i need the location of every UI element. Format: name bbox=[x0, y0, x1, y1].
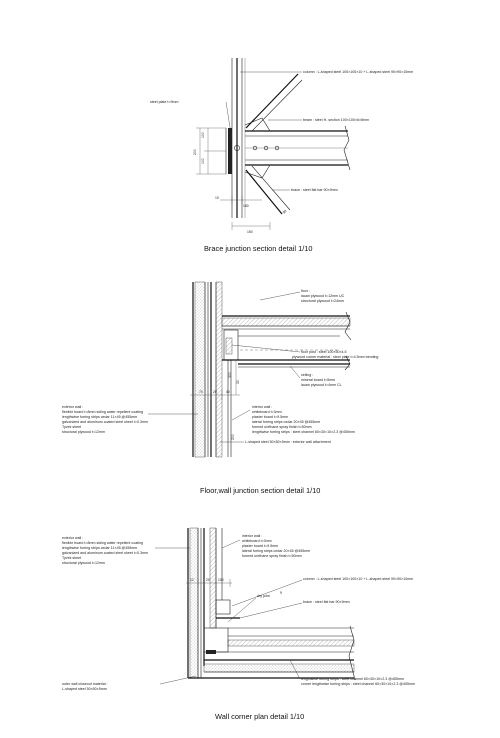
dim-100-b: 100 bbox=[201, 158, 205, 164]
floor-wall-junction-detail bbox=[62, 282, 378, 495]
brace-junction-detail bbox=[150, 58, 413, 253]
label-ext-flexible: flexible board t=8mm siding water repellent coating bbox=[62, 410, 144, 414]
label-ceiling: ceiling : bbox=[301, 373, 314, 377]
label-outer-l-steel: L-shaped steel 50×50×5mm bbox=[62, 687, 107, 691]
caption-floor-wall-junction: Floor,wall junction section detail 1/10 bbox=[200, 486, 321, 495]
label-c-int-urethane: formed urethane spray finish t=50mm bbox=[242, 554, 302, 558]
label-plywood-corner: plywood corner material : steel plate t=4.5mm bending bbox=[292, 355, 379, 359]
label-ext-plywood: structural plywood t=12mm bbox=[62, 430, 106, 434]
label-c-interior-wall: interior wall : bbox=[242, 534, 263, 538]
dim-12: 12 bbox=[190, 578, 194, 582]
label-c-ext-furring: lengthwise furring strips cedar 11×45 @455mm bbox=[62, 546, 138, 550]
label-c-exterior-wall: exterior wall : bbox=[62, 536, 84, 540]
dim-100-a: 100 bbox=[201, 132, 205, 138]
label-int-lateral: lateral furring strips cedar 20×45 @455mm bbox=[252, 420, 321, 424]
label-interior-wall: interior wall : bbox=[252, 405, 273, 409]
label-l-steel-attachment: L-shaped steel 50×50×5mm : exterior wall attachment bbox=[245, 440, 331, 444]
label-ceiling-lauan: lauan plywood t=4mm CL bbox=[301, 383, 342, 387]
label-exterior-wall: exterior wall : bbox=[62, 405, 84, 409]
caption-brace-junction: Brace junction section detail 1/10 bbox=[204, 244, 313, 253]
label-int-whiteboard: whiteboard t=3mm bbox=[252, 410, 282, 414]
dim-150: 150 bbox=[247, 230, 253, 234]
label-int-plaster: plaster board t=9.5mm bbox=[252, 415, 289, 419]
label-c-int-lateral: lateral furring strips cedar 20×45 @455mm bbox=[242, 549, 311, 553]
label-floor-structural: structural plywood t=24mm bbox=[301, 299, 345, 303]
label-ext-galvanized: galvanized and aluminum coated steel sheet t=0.3mm bbox=[62, 420, 149, 424]
label-outer-closeout: outer wall closeout material : bbox=[62, 682, 108, 686]
dim-9: 9 bbox=[280, 591, 282, 595]
label-floor-post: floor post : steel 100×50×4.5 bbox=[301, 350, 347, 354]
dim-40: 40 bbox=[226, 390, 230, 394]
label-c-corner-channel: corner lengthwise furring strips : steel channel 60×30×10×2.3 @455mm bbox=[301, 682, 416, 686]
caption-wall-corner-plan: Wall corner plan detail 1/10 bbox=[215, 712, 305, 721]
dim-20-c: 20 bbox=[206, 578, 210, 582]
label-c-column: column : L-shaped steel 100×100×10 + L-shaped steel 90×90×10mm bbox=[303, 577, 414, 581]
dim-200-b: 200 bbox=[231, 434, 235, 440]
label-c-ext-plywood: structural plywood t=12mm bbox=[62, 561, 106, 565]
label-ext-furring: lengthwise furring strips cedar 11×45 @455mm bbox=[62, 415, 138, 419]
label-beam: beam : steel H- section 100×100×6×8mm bbox=[303, 118, 370, 122]
dim-70: 70 bbox=[199, 390, 203, 394]
label-steel-plate: steel plate t=9mm bbox=[150, 100, 179, 104]
wall-corner-plan-detail bbox=[62, 528, 415, 721]
label-column: column : L-shaped steel 100×100×10 + L-shaped steel 90×90×10mm bbox=[303, 70, 414, 74]
label-c-brace: brace : steel flat bar 90×9mm bbox=[303, 600, 350, 604]
label-ceiling-mineral: mineral board t=5mm bbox=[301, 378, 336, 382]
dim-180: 180 bbox=[243, 204, 249, 208]
label-ext-tyvek: Tyvek sheet bbox=[62, 425, 82, 429]
dim-10: 10 bbox=[215, 196, 219, 200]
label-c-int-whiteboard: whiteboard t=3mm bbox=[242, 539, 272, 543]
label-int-urethane: formed urethane spray finish t=50mm bbox=[252, 425, 312, 429]
label-dry-joint: dry joint bbox=[257, 594, 270, 598]
label-int-channel: lengthwise furring strips : steel channel 60×30×10×2.3 @455mm bbox=[252, 430, 355, 434]
label-floor-lauan: lauan plywood t=12mm UC bbox=[301, 294, 345, 298]
dim-300: 300 bbox=[228, 372, 232, 378]
dim-200: 200 bbox=[193, 149, 197, 155]
label-c-ext-flexible: flexible board t=8mm siding water repellent coating bbox=[62, 541, 144, 545]
label-brace: brace : steel flat bar 90×9mm bbox=[291, 188, 338, 192]
dim-90: 90 bbox=[281, 209, 288, 215]
dim-100-c: 100 bbox=[218, 578, 224, 582]
label-c-int-plaster: plaster board t=9.5mm bbox=[242, 544, 279, 548]
dim-20: 20 bbox=[213, 390, 217, 394]
label-c-channel: lengthwise furring strips : steel channel 60×30×10×2.3 @455mm bbox=[301, 677, 404, 681]
label-c-ext-tyvek: Tyvek sheet bbox=[62, 556, 82, 560]
label-c-ext-galvanized: galvanized and aluminum coated steel sheet t=0.3mm bbox=[62, 551, 149, 555]
dim-30: 30 bbox=[236, 380, 240, 384]
label-floor: floor : bbox=[301, 289, 310, 293]
